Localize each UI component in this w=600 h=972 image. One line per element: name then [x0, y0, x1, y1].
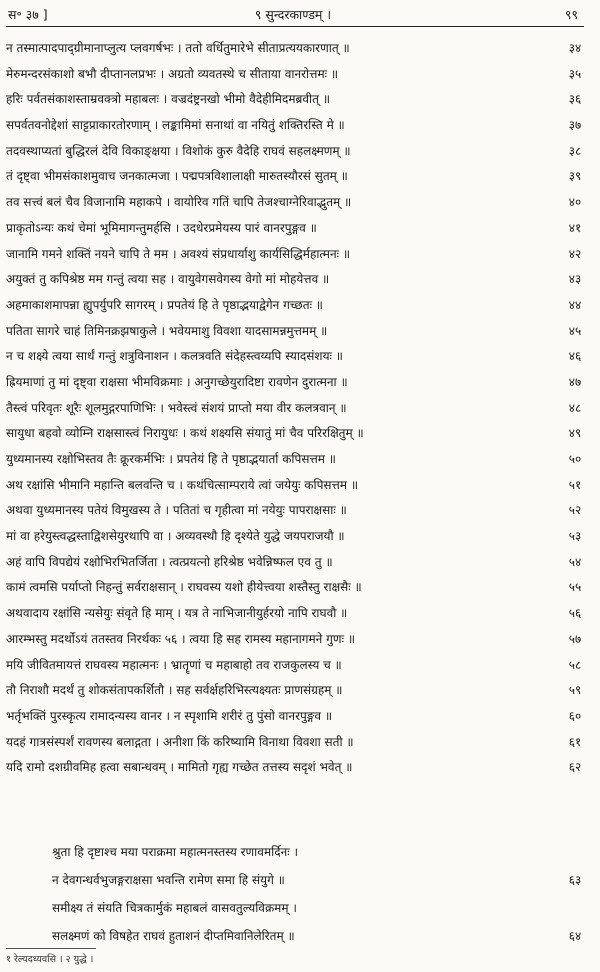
verse-number: ३५	[568, 66, 582, 81]
verse-line	[6, 344, 600, 370]
verse-number: ६१	[568, 734, 582, 749]
verse-text: अहमाकाशमापन्ना ह्युपर्युपरि सागरम् । प्रपतेयं हि ते पृष्ठाद्भयाद्वेगेन गच्छतः ॥	[6, 297, 323, 312]
verse-line	[6, 370, 600, 396]
verse-number: ३६	[568, 92, 582, 107]
verse-line	[6, 627, 600, 653]
verse-number: ४७	[568, 374, 582, 389]
verse-line	[6, 575, 600, 601]
verse-text: पतिता सागरे चाहं तिमिनक्रझषाकुले । भवेयमाशु विवशा यादसामन्नमुत्तमम् ॥	[6, 323, 328, 338]
verse-number: ३८	[568, 143, 582, 158]
verse-line	[6, 293, 600, 319]
verse-number: ४९	[568, 426, 582, 441]
verse-text: न च शक्ष्ये त्वया सार्धं गन्तुं शत्रुविनाशन । कलत्रवति संदेहस्त्वय्यपि स्यादसंशयः ॥	[6, 349, 343, 364]
verse-number: ३४	[568, 41, 582, 55]
verse-text: अयुक्तं तु कपिश्रेष्ठ मम गन्तुं त्वया सह । वायुवेगसवेगस्य वेगो मां मोहयेत्तव ॥	[6, 272, 330, 287]
verse-line	[6, 755, 600, 781]
verse-line	[6, 36, 600, 62]
verse-line	[6, 498, 600, 524]
verse-number: ४०	[568, 195, 582, 210]
verse-number: ४२	[568, 246, 582, 261]
verse-line	[6, 242, 600, 268]
verse-line	[6, 473, 600, 499]
verse-text: न तस्मात्पादपाद्ग्रीमानाप्लुत्य प्लवगर्षभः । ततो वर्धितुमारेभे सीताप्रत्ययकारणात् ॥	[6, 41, 350, 55]
verse-line	[6, 216, 600, 242]
verse-line	[6, 524, 600, 550]
verse-line	[6, 190, 600, 216]
meter-verse-line	[6, 894, 600, 922]
verse-lines	[6, 36, 600, 781]
verse-text: समीक्ष्य तं संयति चित्रकार्मुकं महाबलं वासवतुल्यविक्रमम् ।	[52, 901, 297, 915]
verse-number: ५६	[568, 606, 582, 621]
verse-number: ४३	[568, 272, 582, 287]
verse-number: ३७	[568, 118, 582, 133]
verse-line	[6, 139, 600, 165]
verse-text: यदि रामो दशग्रीवमिह हत्वा सबान्धवम् । मामितो गृह्य गच्छेत तत्तस्य सदृशं भवेत् ॥	[6, 760, 353, 775]
verse-text: सायुधा बहवो व्योम्नि राक्षसास्त्वं निरायुधः । कथं शक्ष्यसि संयातुं मां चैव परिरक्षितुम् ॥	[6, 426, 364, 441]
verse-line	[6, 421, 600, 447]
verse-line	[6, 164, 600, 190]
verse-number: ४८	[568, 400, 582, 415]
verse-number: ५०	[568, 452, 582, 466]
verse-number: ६२	[568, 760, 582, 775]
verse-line	[6, 601, 600, 627]
verse-text: कामं त्वमसि पर्याप्तो निहन्तुं सर्वराक्षसान् । राघवस्य यशो हीयेत्त्वया शस्तैस्तु राक्षसैः ॥	[6, 580, 362, 595]
verse-text: तं दृष्ट्वा भीमसंकाशमुवाच जनकात्मजा । पद्मपत्रविशालाक्षी मारुतस्यौरसं सुतम् ॥	[6, 169, 348, 184]
verse-number: ५८	[568, 657, 582, 672]
verse-number: ६४	[568, 929, 582, 943]
verse-text: श्रुता हि दृष्टाश्च मया पराक्रमा महात्मनस्तस्य रणावमर्दिनः ।	[52, 845, 299, 859]
verse-number: ४४	[568, 297, 582, 312]
verse-line	[6, 653, 600, 679]
verse-line	[6, 62, 600, 88]
verse-text: सपर्वतवनोद्देशां साट्टप्राकारतोरणाम् । लङ्कामिमां सनाथां वा नयितुं शक्तिरस्ति मे ॥	[6, 118, 345, 133]
verse-text: मयि जीवितमायत्तं राघवस्य महात्मनः । भ्रातॄणां च महाबाहो तव राजकुलस्य च ॥	[6, 657, 342, 672]
meter-verse-line	[6, 922, 600, 950]
verse-text: यदहं गात्रसंस्पर्शं रावणस्य बलाद्गता । अनीशा किं करिष्यामि विनाथा विवशा सती ॥	[6, 734, 354, 749]
verse-line	[6, 87, 600, 113]
meter-verse-line	[6, 866, 600, 894]
verse-text: ह्रियमाणां तु मां दृष्ट्वा राक्षसा भीमविक्रमाः । अनुगच्छेयुरादिष्टा रावणेन दुरात्मना ॥	[6, 374, 348, 389]
verse-line	[6, 550, 600, 576]
chapter-marker: स॰ ३७ ]	[8, 7, 48, 22]
verse-text: आरम्भस्तु मदर्थोऽयं ततस्तव निरर्थकः ५६ । त्वया हि सह रामस्य महानागमने गुणः ॥	[6, 631, 356, 646]
verse-line	[6, 447, 600, 473]
verse-text: तैस्त्वं परिवृतः शूरैः शूलमुद्गरपाणिभिः । भवेस्त्वं संशयं प्राप्तो मया वीर कलत्रवान् ॥	[6, 400, 347, 415]
verse-text: अहं वापि विपद्येयं रक्षोभिरभितर्जिता । त्वत्प्रयत्नो हरिश्रेष्ठ भवेन्निष्फल एव तु ॥	[6, 554, 333, 569]
verse-text: प्राकृतोऽन्यः कथं चेमां भूमिमागन्तुमर्हसि । उदधेरप्रमेयस्य पारं वानरपुङ्गव ॥	[6, 220, 317, 235]
meter-verse-block	[6, 838, 600, 950]
verse-line	[6, 267, 600, 293]
verse-line	[6, 396, 600, 422]
verse-text: मेरुमन्दरसंकाशो बभौ दीप्तानलप्रभः । अग्रतो व्यवतस्थे च सीताया वानरोत्तमः ॥	[6, 66, 339, 81]
verse-text: अथवादाय रक्षांसि न्यसेयुः संवृते हि माम् । यत्र ते नाभिजानीयुर्हरयो नापि राघवौ ॥	[6, 606, 348, 621]
verse-number: ३९	[568, 169, 582, 184]
verse-number: ४१	[568, 220, 582, 235]
verse-number: ५१	[568, 477, 582, 492]
verse-text: मां वा हरेयुस्त्वद्धस्ताद्विशसेयुरथापि वा । अव्यवस्थौ हि दृश्येते युद्धे जयपराजयौ ॥	[6, 529, 345, 544]
verse-number: ५९	[568, 683, 582, 698]
verse-number: ५३	[568, 529, 582, 544]
verse-line	[6, 678, 600, 704]
verse-number: ५४	[568, 554, 582, 569]
verse-text: सलक्ष्मणं को विषहेत राघवं हुताशनं दीप्तमिवानिलेरितम् ॥	[52, 929, 295, 943]
verse-line	[6, 113, 600, 139]
verse-text: अथवा युध्यमानस्य पतेयं विमुखस्य ते । पतितां च गृहीत्वा मां नयेयुः पापराक्षसाः ॥	[6, 503, 347, 518]
footnote: १ रेल्यदध्यवसि । २ युद्धे ।	[6, 954, 94, 965]
verse-number: ४५	[568, 323, 582, 338]
verse-text: अथ रक्षांसि भीमानि महान्ति बलवन्ति च । कथंचित्साम्पराये त्वां जयेयुः कपिसत्तम ॥	[6, 477, 359, 492]
verse-line	[6, 730, 600, 756]
verse-number: ५२	[568, 503, 582, 518]
verse-text: भर्तृभक्तिं पुरस्कृत्य रामादन्यस्य वानर । न स्पृशामि शरीरं तु पुंसो वानरपुङ्गव ॥	[6, 708, 333, 723]
verse-text: तव सत्त्वं बलं चैव विजानामि महाकपे । वायोरिव गतिं चापि तेजश्चाग्नेरिवाद्भुतम् ॥	[6, 195, 352, 210]
verse-number: ६३	[568, 873, 582, 887]
verse-text: तौ निराशौ मदर्थं तु शोकसंतापकर्शितौ । सह सर्वर्क्षहरिभिस्त्यक्ष्यतः प्राणसंग्रहम् ॥	[6, 683, 343, 698]
page-number: ९९	[564, 7, 578, 22]
verse-number: ६०	[568, 708, 582, 723]
verse-text: हरिः पर्वतसंकाशस्ताम्रवक्त्रो महाबलः । वज्रदंष्ट्रनखो भीमो वैदेहीमिदमब्रवीत् ॥	[6, 92, 331, 107]
verse-number: ४६	[568, 349, 582, 364]
book-title: ९ सुन्दरकाण्डम् ।	[254, 7, 332, 22]
verse-text: युध्यमानस्य रक्षोभिस्तव तैः क्रूरकर्मभिः । प्रपतेयं हि ते पृष्ठाद्भयार्ता कपिसत्तम ॥	[6, 452, 336, 466]
verse-line	[6, 704, 600, 730]
page-header	[8, 4, 578, 26]
verse-number: ५५	[568, 580, 582, 595]
meter-verse-line	[6, 838, 600, 866]
footnote-rule	[6, 948, 96, 949]
verse-text: जानामि गमने शक्तिं नयने चापि ते मम । अवश्यं संप्रधार्याशु कार्यसिद्धिर्महात्मनः ॥	[6, 246, 351, 261]
verse-number: ५७	[568, 631, 582, 646]
header-rule	[6, 26, 584, 27]
verse-text: तदवस्थाप्यतां बुद्धिरलं देवि विकाङ्क्षया । विशोकं कुरु वैदेहि राघवं सहलक्ष्मणम् ॥	[6, 143, 351, 158]
verse-text: न देवगन्धर्वभुजङ्गराक्षसा भवन्ति रामेण समा हि संयुगे ॥	[52, 873, 285, 887]
verse-line	[6, 319, 600, 345]
